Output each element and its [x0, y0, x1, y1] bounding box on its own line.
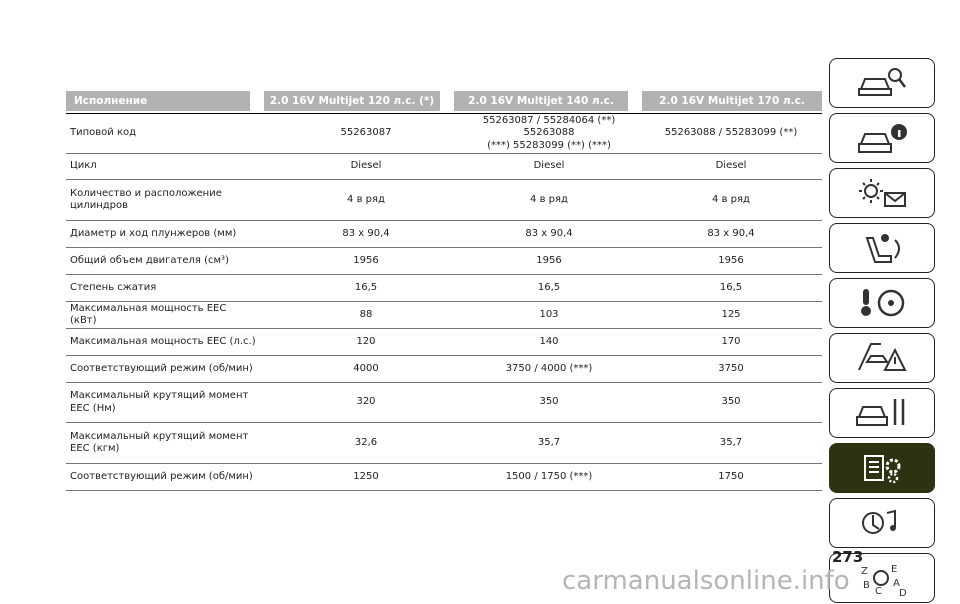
svg-text:B: B: [863, 580, 870, 591]
warning-light-message-icon: [851, 171, 913, 215]
row-value: 1956: [353, 254, 379, 266]
header-cell-120: 2.0 16V Multijet 120 л.с. (*): [264, 91, 440, 111]
svg-text:C: C: [875, 586, 882, 597]
row-value: 55263087: [340, 127, 392, 139]
row-value: 55263087 / 55284064 (**) 55263088 (***) 55283099 (**) (***): [482, 114, 616, 151]
header-cell-140: 2.0 16V Multijet 140 л.с.: [454, 91, 628, 111]
chapter-tab-seat-airbag[interactable]: [829, 223, 935, 273]
row-value: Diesel: [715, 160, 747, 172]
row-value: 55263088 / 55283099 (**): [664, 127, 798, 139]
header-cell-variant: Исполнение: [66, 91, 250, 111]
row-label: Максимальный крутящий момент ЕЕС (кгм): [70, 430, 249, 454]
chapter-tab-specifications-gear[interactable]: [829, 443, 935, 493]
row-value: 1956: [536, 254, 562, 266]
svg-text:Z: Z: [861, 566, 868, 577]
spec-table-body: [66, 113, 822, 491]
row-value: 3750: [718, 362, 744, 374]
row-value: 140: [539, 335, 559, 347]
svg-text:A: A: [893, 578, 900, 589]
row-label: Максимальный крутящий момент ЕЕС (Нм): [70, 390, 249, 414]
row-value: 4 в ряд: [530, 193, 568, 205]
row-value: 4 в ряд: [712, 193, 750, 205]
table-header: [66, 91, 822, 111]
chapter-tab-car-road-warning[interactable]: [829, 333, 935, 383]
seat-airbag-icon: [851, 226, 913, 270]
row-value: 1250: [353, 470, 379, 482]
table-row: [66, 329, 822, 356]
row-label: Соответствующий режим (об/мин): [70, 470, 253, 482]
chapter-tab-car-search[interactable]: [829, 58, 935, 108]
row-value: 170: [721, 335, 741, 347]
row-label: Типовой код: [70, 127, 137, 139]
row-value: 1956: [718, 254, 744, 266]
row-label: Максимальная мощность ЕЕС (кВт): [70, 302, 227, 326]
car-search-icon: [851, 61, 913, 105]
car-tools-icon: [851, 391, 913, 435]
row-value: 35,7: [537, 436, 561, 448]
row-value: 16,5: [537, 281, 561, 293]
row-value: 1500 / 1750 (***): [505, 470, 593, 482]
row-value: 88: [359, 308, 373, 320]
table-row: [66, 356, 822, 383]
table-row: [66, 180, 822, 221]
table-row: [66, 464, 822, 491]
chapter-tab-car-tools[interactable]: [829, 388, 935, 438]
table-row: [66, 302, 822, 329]
table-row: [66, 275, 822, 302]
car-road-warning-icon: [851, 336, 913, 380]
row-value: 320: [356, 396, 376, 408]
table-row: [66, 114, 822, 154]
specifications-gear-icon: [851, 446, 913, 490]
row-value: 4000: [353, 362, 379, 374]
row-value: 103: [539, 308, 559, 320]
row-value: 83 x 90,4: [342, 227, 390, 239]
row-label: Цикл: [70, 160, 97, 172]
row-value: Diesel: [350, 160, 382, 172]
row-value: 350: [721, 396, 741, 408]
table-row: [66, 383, 822, 423]
chapter-tab-car-info[interactable]: [829, 113, 935, 163]
key-steering-wheel-icon: [851, 281, 913, 325]
row-label: Степень сжатия: [70, 281, 157, 293]
multimedia-icon: [851, 501, 913, 545]
chapter-tab-key-steering-wheel[interactable]: [829, 278, 935, 328]
row-value: 1750: [718, 470, 744, 482]
row-value: 3750 / 4000 (***): [505, 362, 593, 374]
row-value: 83 x 90,4: [525, 227, 573, 239]
row-label: Диаметр и ход плунжеров (мм): [70, 227, 237, 239]
row-label: Максимальная мощность ЕЕС (л.с.): [70, 335, 256, 347]
row-value: 16,5: [719, 281, 743, 293]
page-number: 273: [832, 548, 864, 566]
header-cell-170: 2.0 16V Multijet 170 л.с.: [642, 91, 822, 111]
svg-text:E: E: [891, 564, 898, 575]
row-value: 16,5: [354, 281, 378, 293]
chapter-tab-multimedia[interactable]: [829, 498, 935, 548]
table-row: [66, 221, 822, 248]
row-label: Количество и расположение цилиндров: [70, 187, 222, 211]
row-value: 35,7: [719, 436, 743, 448]
table-row: [66, 154, 822, 180]
row-value: 32,6: [354, 436, 378, 448]
row-value: 350: [539, 396, 559, 408]
row-label: Общий объем двигателя (см³): [70, 254, 229, 266]
row-value: 4 в ряд: [347, 193, 385, 205]
car-info-icon: [851, 116, 913, 160]
table-row: [66, 248, 822, 275]
watermark: carmanualsonline.info: [562, 566, 850, 596]
table-row: [66, 423, 822, 464]
row-value: Diesel: [533, 160, 565, 172]
svg-text:D: D: [899, 588, 907, 599]
row-value: 120: [356, 335, 376, 347]
row-label: Соответствующий режим (об/мин): [70, 362, 253, 374]
row-value: 125: [721, 308, 741, 320]
row-value: 83 x 90,4: [707, 227, 755, 239]
chapter-tab-warning-light-message[interactable]: [829, 168, 935, 218]
